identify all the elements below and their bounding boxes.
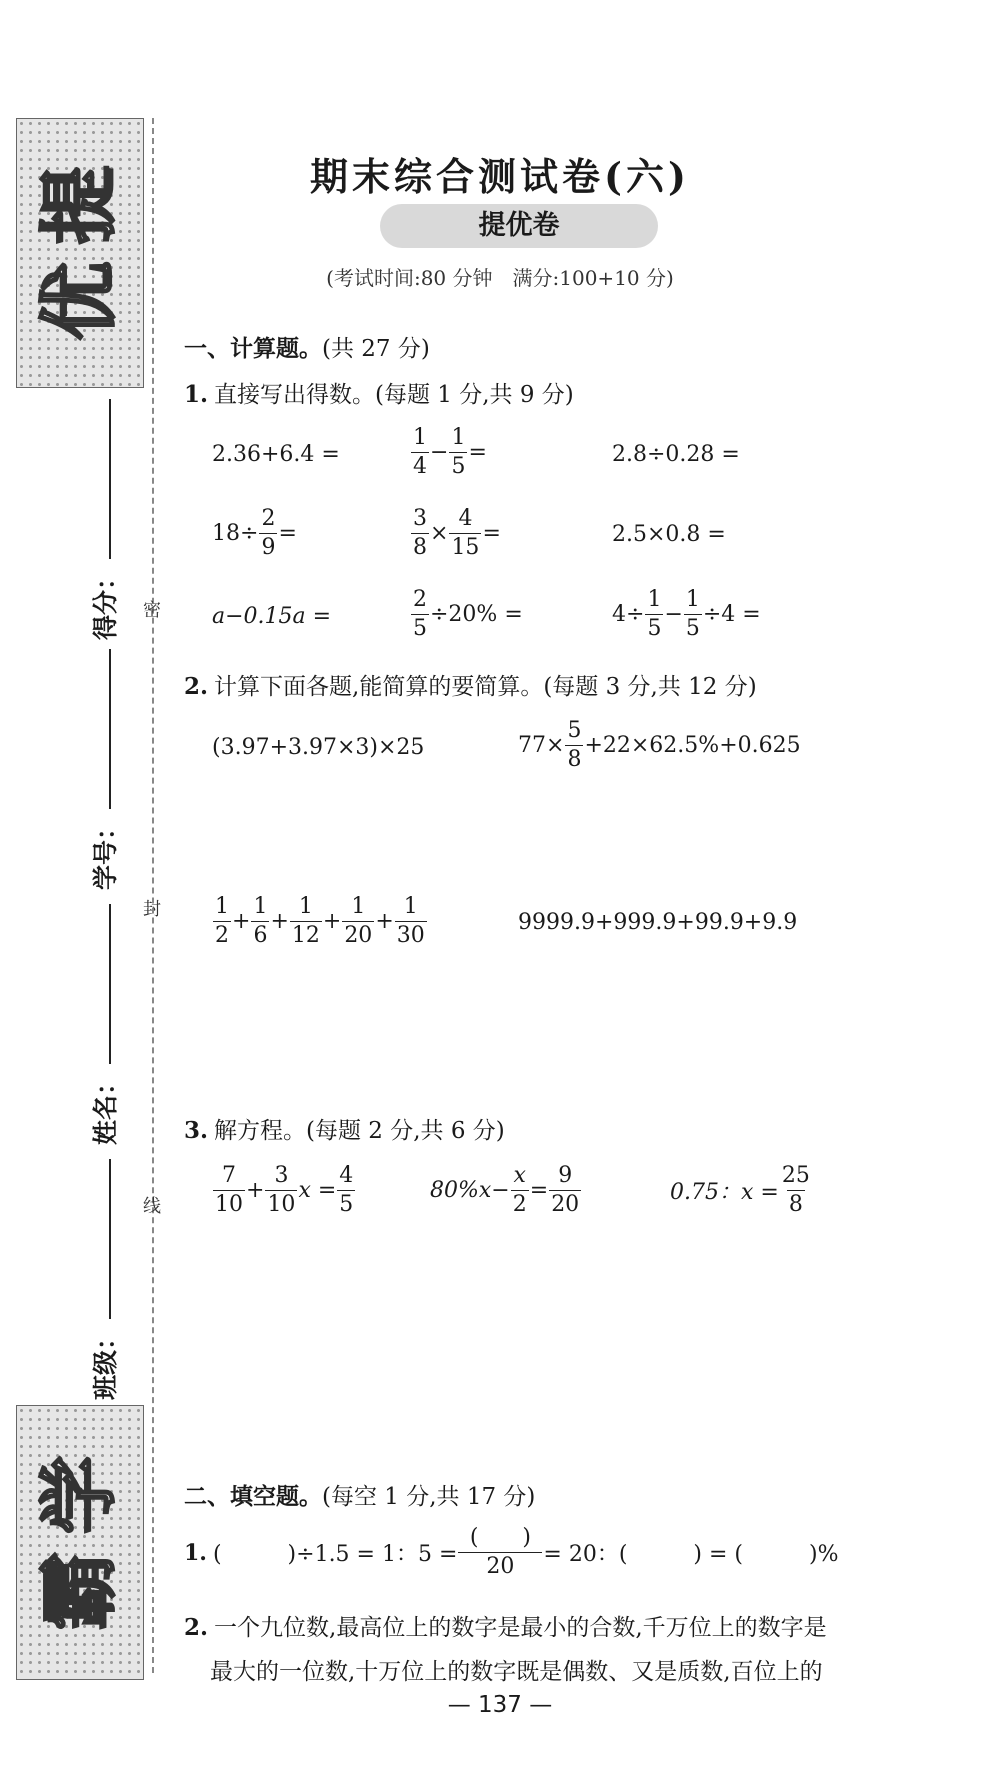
exam-info: (考试时间:80 分钟 满分:100+10 分) — [326, 266, 674, 290]
calc-13: 9999.9+999.9+99.9+9.9 — [518, 910, 798, 935]
student-id-field: 学号： — [86, 649, 122, 890]
seal-mark-feng: 封 — [143, 899, 161, 920]
top-side-badge: 提 优 — [16, 118, 144, 388]
class-field: 班级： — [86, 1159, 122, 1400]
s1-q1-instruction: 1. 直接写出得数。(每题 1 分,共 9 分) — [184, 381, 574, 408]
calc-6: 2.5×0.8 = — [612, 522, 726, 547]
page-number: — 137 — — [447, 1692, 553, 1718]
section2-heading: 二、填空题。(每空 1 分,共 17 分) — [184, 1484, 536, 1510]
s2-q1: 1. ( )÷1.5 = 1：5 = ( ) 20 = 20：( ) = ( )% — [184, 1525, 839, 1579]
calc-7: a−0.15a = — [212, 604, 332, 629]
calc-10: (3.97+3.97×3)×25 — [212, 735, 425, 760]
page-title: 期末综合测试卷(六) — [310, 154, 690, 199]
section1-heading: 一、计算题。(共 27 分) — [184, 336, 430, 362]
s1-q3-instruction: 3. 解方程。(每题 2 分,共 6 分) — [184, 1117, 505, 1144]
calc-1: 2.36+6.4 = — [212, 442, 340, 467]
equation-1: 7 10 + $\frac{3}{10}$ x = $\frac{4}{5}$ — [215, 1163, 354, 1217]
bottom-side-badge: 学 霸 — [16, 1405, 144, 1680]
calc-5: $\frac{3}{8}$ × $\frac{4}{15}$ = — [413, 506, 501, 560]
calc-11: 77× $\frac{5}{8}$ +22×62.5%+0.625 — [518, 718, 801, 772]
s1-q2-instruction: 2. 计算下面各题,能简算的要简算。(每题 3 分,共 12 分) — [184, 673, 757, 700]
calc-9: 4÷ $\frac{1}{5}$ − $\frac{1}{5}$ ÷4 = — [612, 587, 761, 641]
name-field: 姓名： — [86, 904, 122, 1145]
paper-type-badge: 提优卷 — [380, 204, 658, 248]
calc-4: 18÷ $\frac{2}{9}$ = — [212, 506, 297, 560]
calc-8: $\frac{2}{5}$ ÷20% = — [413, 587, 523, 641]
score-field: 得分： — [86, 399, 122, 640]
calc-2: 1 4 − $\frac{1}{5}$ = — [413, 425, 487, 479]
calc-12: 1 2 + $\frac{1}{6}$ + $\frac{1}{12}$ + $\frac{1}{20}$ + $\frac{1}{30}$ — [215, 894, 425, 948]
s2-q2: 2. 一个九位数,最高位上的数字是最小的合数,千万位上的数字是 最大的一位数,十万位上的数字既是偶数、又是质数,百位上的 — [184, 1614, 827, 1685]
equation-3: 0.75：x = $\frac{25}{8}$ — [670, 1163, 810, 1217]
calc-3: 2.8÷0.28 = — [612, 442, 740, 467]
equation-2: 80%x− $\frac{x}{2}$ = $\frac{9}{20}$ — [430, 1163, 580, 1217]
seal-mark-xian: 线 — [143, 1196, 161, 1217]
seal-mark-mi: 密 — [143, 600, 161, 621]
